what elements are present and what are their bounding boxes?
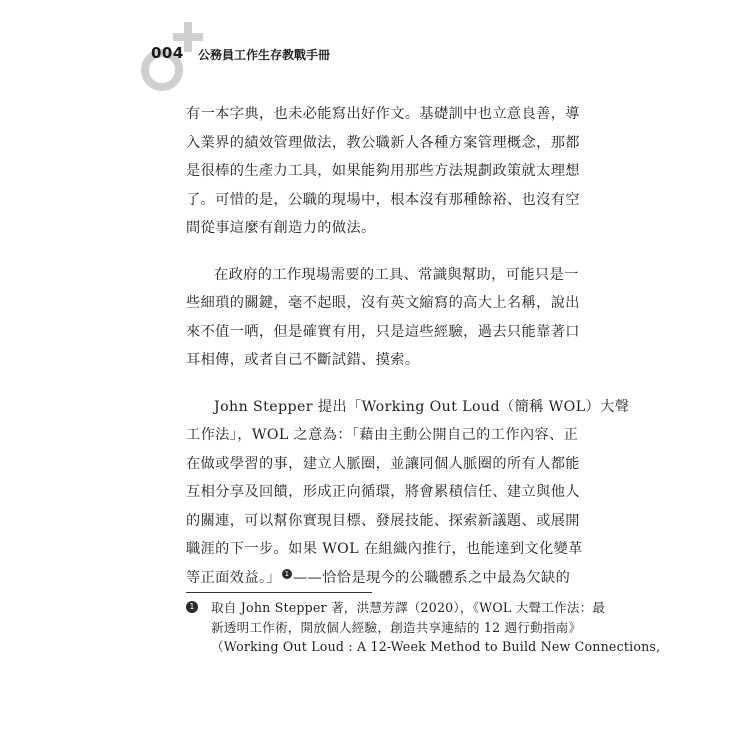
text-line: 入業界的績效管理做法，教公職新人各種方案管理概念，那都 <box>186 134 580 151</box>
text-segment: 等正面效益。」 <box>186 569 282 586</box>
text-line: 耳相傳，或者自己不斷試錯、摸索。 <box>186 352 420 368</box>
paragraph <box>186 261 580 375</box>
text-line: 的關連，可以幫你實現目標、發展技能、探索新議題、或展開 <box>186 512 580 529</box>
page-number: 004 <box>151 44 184 62</box>
text-line: 有一本字典，也未必能寫出好作文。基礎訓中也立意良善，導 <box>186 106 580 122</box>
text-line: 了。可惜的是，公職的現場中，根本沒有那種餘裕、也沒有空 <box>186 191 580 208</box>
footnote-marker: 1 <box>186 601 198 613</box>
text-line: 來不值一哂，但是確實有用，只是這些經驗，過去只能靠著口 <box>186 323 580 340</box>
footnote-reference-marker: 1 <box>282 569 292 579</box>
body-text <box>186 100 630 610</box>
text-line: 些細瑣的關鍵，毫不起眼，沒有英文縮寫的高大上名稱，說出 <box>186 295 580 311</box>
text-line: 間從事這麼有創造力的做法。 <box>186 220 376 236</box>
text-line: 工作法」，WOL 之意為：「藉由主動公開自己的工作內容、正 <box>186 427 579 443</box>
text-segment: ——恰恰是現今的公職體系之中最為欠缺的 <box>293 569 571 586</box>
footnote-line: 取自 John Stepper 著，洪慧芳譯（2020），《WOL 大聲工作法：最 <box>211 600 606 615</box>
footnote <box>186 598 661 657</box>
text-line: 是很棒的生產力工具，如果能夠用那些方法規劃政策就太理想 <box>186 163 580 179</box>
text-line: 職涯的下一步。如果 WOL 在組織內推行，也能達到文化變革 <box>186 541 583 557</box>
text-line: 在政府的工作現場需要的工具、常識與幫助，可能只是一 <box>214 266 579 283</box>
text-line: John Stepper 提出「Working Out Loud（簡稱 WOL）大聲 <box>214 398 630 415</box>
text-line: 互相分享及回饋，形成正向循環，將會累積信任、建立與他人 <box>186 484 580 500</box>
paragraph <box>186 393 630 593</box>
text-line <box>186 564 571 593</box>
paragraph <box>186 100 580 243</box>
running-header-title: 公務員工作生存教戰手冊 <box>198 48 331 62</box>
footnote-line: （Working Out Loud : A 12-Week Method to Build New Connections, <box>211 639 661 654</box>
footnote-divider <box>186 592 372 593</box>
footnote-line: 新透明工作術，開放個人經驗，創造共享連結的 12 週行動指南》 <box>211 619 582 635</box>
text-line: 在做或學習的事，建立人脈圈，並讓同個人脈圈的所有人都能 <box>186 455 580 472</box>
